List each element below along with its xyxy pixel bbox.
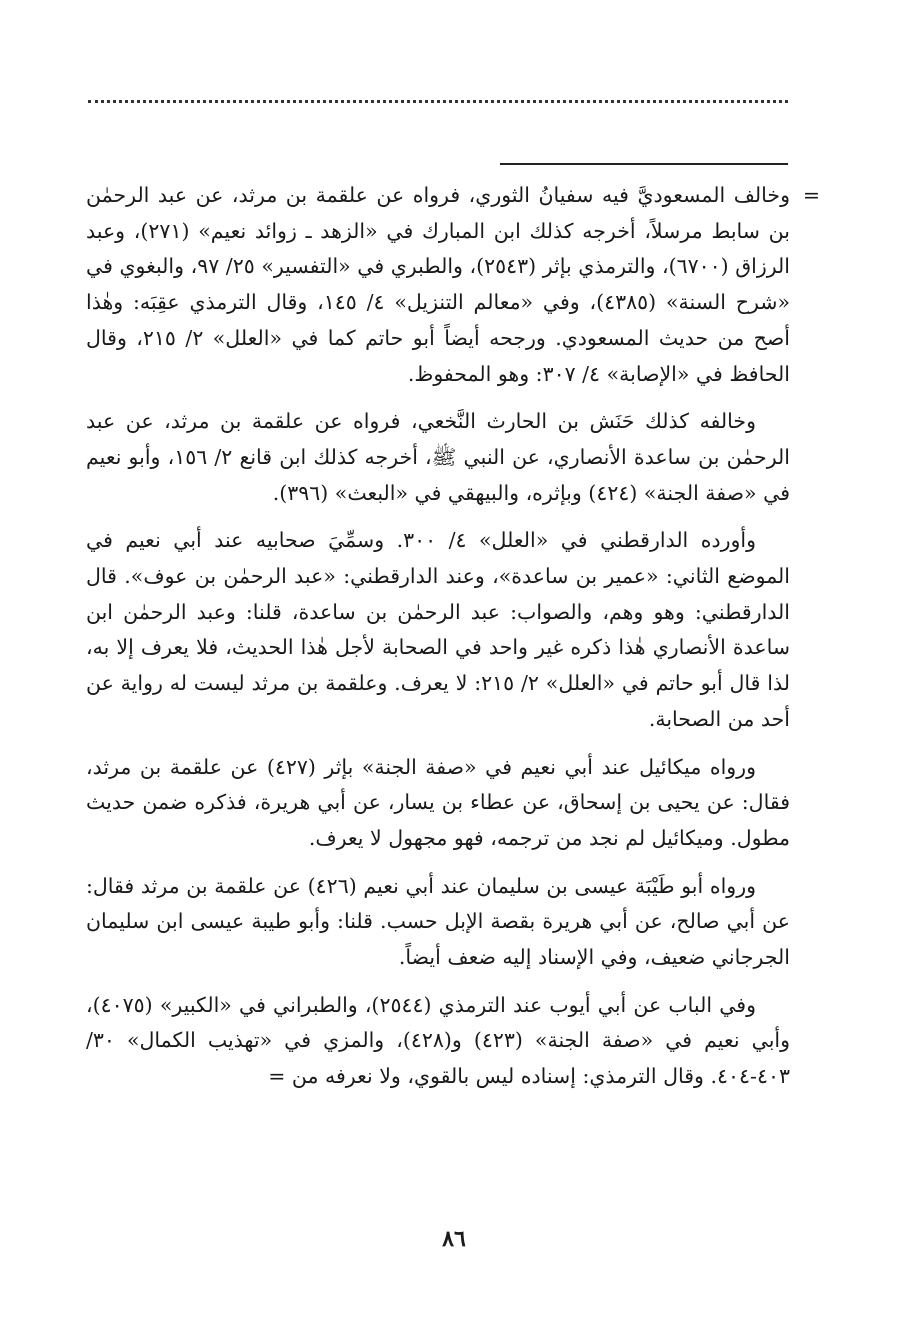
footnote-paragraph: ورواه ميكائيل عند أبي نعيم في «صفة الجنة» بإثر (٤٢٧) عن علقمة بن مرثد، فقال: عن يحيى بن إسحاق، عن عطاء بن يسار، عن أبي هريرة، فذكره ضمن حديث مطول. وميكائيل لم نجد من ترجمه، فهو مجهول لا يعرف. [86,754,790,850]
footnote-rule [500,163,788,165]
footnote-paragraph: وأورده الدارقطني في «العلل» ٤/ ٣٠٠. وسمِّيَ صحابيه عند أبي نعيم في الموضع الثاني: «عمير بن ساعدة»، وعند الدارقطني: «عبد الرحمٰن بن عوف». قال الدارقطني: وهو وهم، والصواب: عبد الرحمٰن بن ساعدة، قلنا: وعبد الرحمٰن ابن ساعدة الأنصاري هٰذا ذكره غير واحد في الصحابة لأجل هٰذا الحديث، فلا يعرف إلا به، لذا قال أبو حاتم في «العلل» ٢/ ٢١٥: لا يعرف. وعلقمة بن مرثد ليست له رواية عن أحد من الصحابة. [86,528,790,731]
page-number: ٨٦ [442,1226,466,1252]
dotted-separator [88,100,788,103]
footnote-paragraph: وفي الباب عن أبي أيوب عند الترمذي (٢٥٤٤)، والطبراني في «الكبير» (٤٠٧٥)، وأبي نعيم في «صفة الجنة» (٤٢٣) و(٤٢٨)، والمزي في «تهذيب الكمال» ٣٠/ ٤٠٣-٤٠٤. وقال الترمذي: إسناده ليس بالقوي، ولا نعرفه من = [86,992,790,1089]
footnote-paragraph: وخالفه كذلك حَنَش بن الحارث النَّخعي، فرواه عن علقمة بن مرثد، عن عبد الرحمٰن بن ساعدة الأنصاري، عن النبي ﷺ، أخرجه كذلك ابن قانع ٢/ ١٥٦، وأبو نعيم في «صفة الجنة» (٤٢٤) وبإثره، والبيهقي في «البعث» (٣٩٦). [86,409,790,505]
footnote-paragraph [86,178,820,392]
continuation-marker: = [802,183,820,207]
footnote-paragraph-text: وخالف المسعوديَّ فيه سفيانُ الثوري، فرواه عن علقمة بن مرثد، عن عبد الرحمٰن بن سابط مرسلاً، أخرجه كذلك ابن المبارك في «الزهد ـ زوائد نعيم» (٢٧١)، وعبد الرزاق (٦٧٠٠)، والترمذي بإثر (٢٥٤٣)، والطبري في «التفسير» ٢٥/ ٩٧، والبغوي في «شرح السنة» (٤٣٨٥)، وفي «معالم التنزيل» ٤/ ١٤٥، وقال الترمذي عقِبَه: وهٰذا أصح من حديث المسعودي. ورجحه أيضاً أبو حاتم كما في «العلل» ٢/ ٢١٥، وقال الحافظ في «الإصابة» ٤/ ٣٠٧: وهو المحفوظ. [86,183,790,386]
footnotes-body [86,178,820,1107]
footnote-paragraph: ورواه أبو طَيْبَة عيسى بن سليمان عند أبي نعيم (٤٢٦) عن علقمة بن مرثد فقال: عن أبي صالح، عن أبي هريرة بقصة الإبل حسب. قلنا: وأبو طيبة عيسى ابن سليمان الجرجاني ضعيف، وفي الإسناد إليه ضعف أيضاً. [86,873,790,970]
